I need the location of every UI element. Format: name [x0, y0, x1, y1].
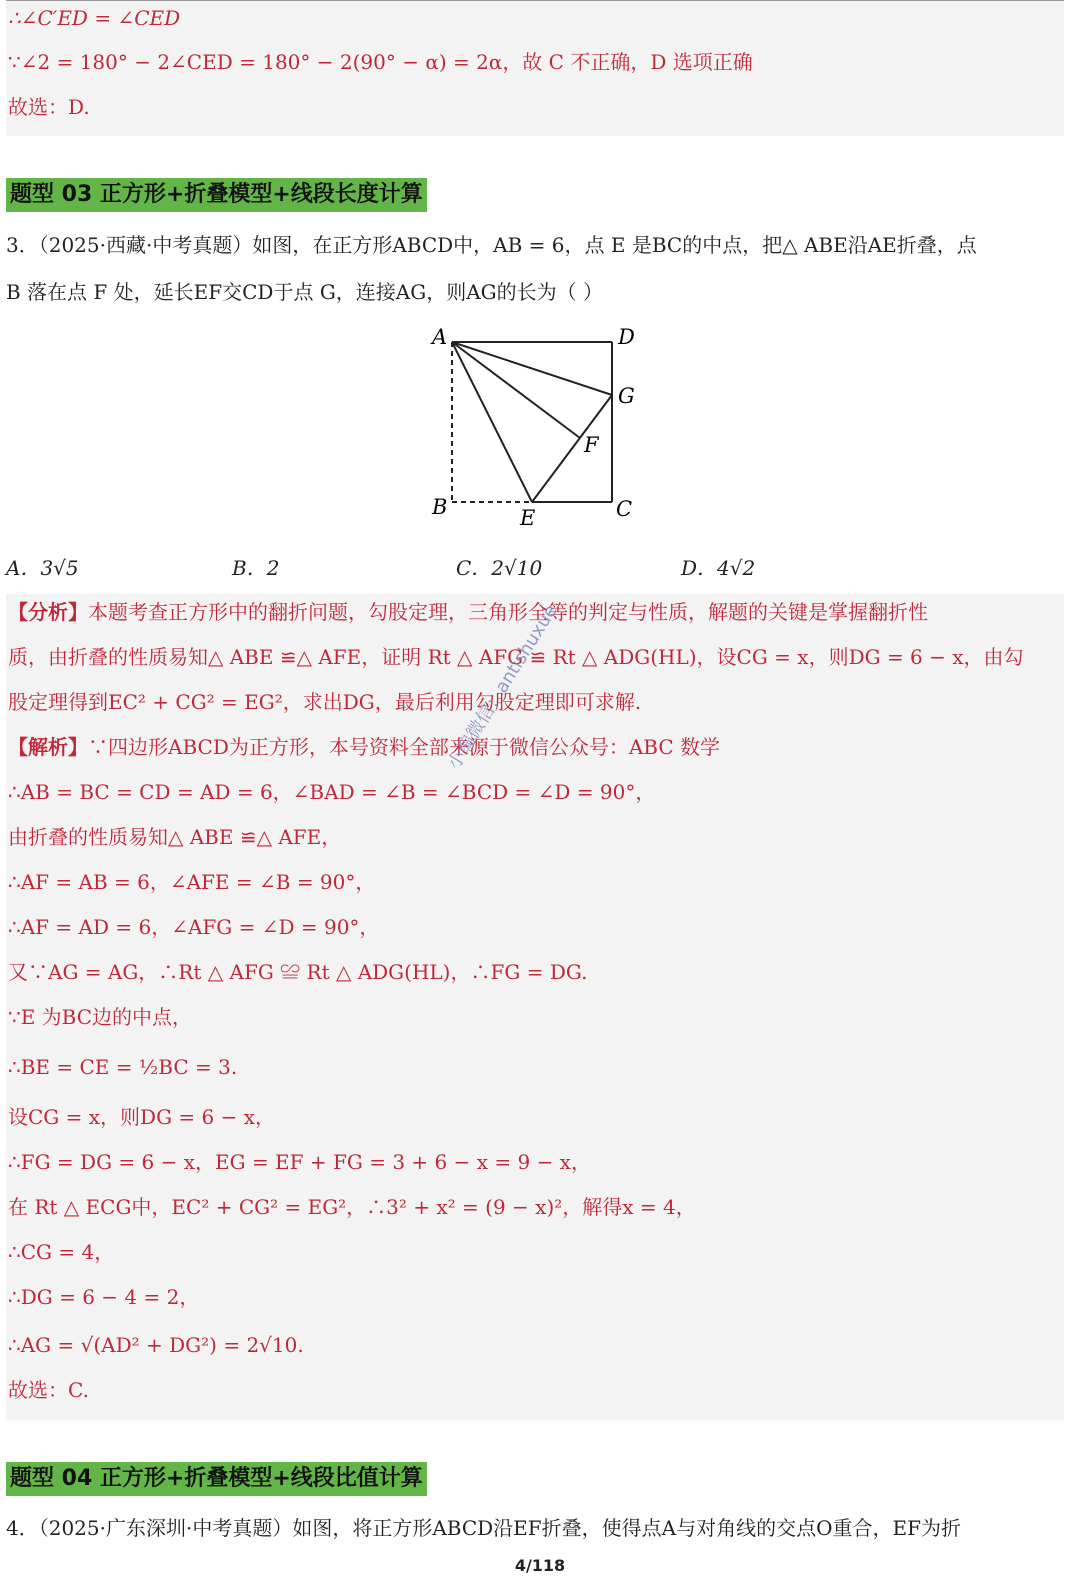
solution-line: ∴CG = 4，: [8, 1240, 115, 1264]
analysis-line-1: [8, 597, 928, 627]
analysis-tag: 【分析】: [8, 600, 88, 624]
prev-solution-line-2: ∵∠2 = 180° − 2∠CED = 180° − 2(90° − α) = 2α，故 C 不正确，D 选项正确: [8, 50, 753, 74]
label-F: F: [584, 433, 599, 457]
solution-line: 设CG = x，则DG = 6 − x，: [8, 1105, 275, 1129]
solution-tag: 【解析】: [8, 735, 88, 759]
segment-AG: [452, 342, 612, 395]
label-C: C: [616, 497, 633, 521]
prev-solution-line-3: 故选：D.: [8, 95, 90, 119]
solution-line: 由折叠的性质易知△ ABE ≌△ AFE，: [8, 825, 342, 849]
label-A: A: [432, 325, 448, 349]
label-B: B: [432, 495, 448, 519]
solution-line: ∴BE = CE = ½BC = 3.: [8, 1055, 238, 1079]
section-04-title: 题型 04 正方形+折叠模型+线段比值计算: [6, 1462, 427, 1496]
segment-AE: [452, 342, 532, 502]
choice-A[interactable]: A．3√5: [6, 556, 79, 580]
segment-AF: [452, 342, 580, 438]
analysis-line-2: 质，由折叠的性质易知△ ABE ≌△ AFE，证明 Rt △ AFG ≌ Rt △ ADG(HL)，设CG = x，则DG = 6 − x，由勾: [8, 645, 1024, 669]
square-fold-figure: [420, 322, 650, 532]
label-E: E: [520, 506, 536, 530]
choice-D[interactable]: D．4√2: [681, 556, 756, 580]
label-G: G: [618, 384, 635, 408]
solution-line: 故选：C.: [8, 1378, 89, 1402]
choice-B[interactable]: B．2: [232, 556, 280, 580]
page-number: 4/118: [514, 1556, 566, 1575]
solution-line: ∵E 为BC边的中点，: [8, 1005, 193, 1029]
solution-line: ∴AB = BC = CD = AD = 6，∠BAD = ∠B = ∠BCD = ∠D = 90°，: [8, 780, 656, 804]
question-3-line-1: 3．（2025·西藏·中考真题）如图，在正方形ABCD中，AB = 6，点 E 是BC的中点，把△ ABE沿AE折叠，点: [6, 233, 977, 257]
solution-line: 又∵AG = AG，∴Rt △ AFG ≌ Rt △ ADG(HL)，∴FG = DG.: [8, 960, 588, 984]
solution-line: 在 Rt △ ECG中，EC² + CG² = EG²，∴3² + x² = (9 − x)²，解得x = 4，: [8, 1195, 696, 1219]
solution-first-text: ∵四边形ABCD为正方形，本号资料全部来源于微信公众号：ABC 数学: [88, 735, 721, 759]
solution-line: ∴FG = DG = 6 − x，EG = EF + FG = 3 + 6 − x = 9 − x，: [8, 1150, 591, 1174]
question-3-line-2: B 落在点 F 处，延长EF交CD于点 G，连接AG，则AG的长为（ ）: [6, 280, 603, 304]
solution-line: ∴AF = AB = 6，∠AFE = ∠B = 90°，: [8, 870, 376, 894]
choice-C[interactable]: C．2√10: [456, 556, 543, 580]
solution-line: ∴AF = AD = 6，∠AFG = ∠D = 90°，: [8, 915, 380, 939]
solution-line: ∴AG = √(AD² + DG²) = 2√10.: [8, 1333, 304, 1357]
label-D: D: [618, 325, 635, 349]
solution-first-line: [8, 732, 720, 762]
section-03-title: 题型 03 正方形+折叠模型+线段长度计算: [6, 178, 427, 212]
analysis-text-1: 本题考查正方形中的翻折问题，勾股定理，三角形全等的判定与性质，解题的关键是掌握翻折性: [88, 600, 928, 624]
analysis-line-3: 股定理得到EC² + CG² = EG²，求出DG，最后利用勾股定理即可求解.: [8, 690, 642, 714]
solution-line: ∴DG = 6 − 4 = 2，: [8, 1285, 200, 1309]
top-divider: [6, 0, 1064, 1]
question-4-line-1: 4．（2025·广东深圳·中考真题）如图，将正方形ABCD沿EF折叠，使得点A与对角线的交点O重合，EF为折: [6, 1516, 961, 1540]
watermark-text: 小编微信：antishuxue: [443, 601, 562, 774]
prev-solution-line-1: ∴∠C′ED = ∠CED: [8, 6, 181, 30]
